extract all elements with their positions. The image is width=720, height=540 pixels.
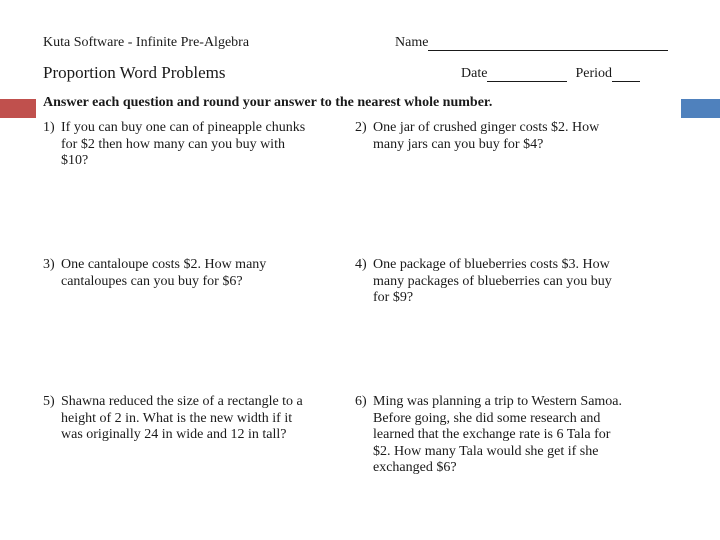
- instructions: Answer each question and round your answer to the nearest whole number.: [43, 95, 493, 110]
- problem-line: One cantaloupe costs $2. How many: [61, 257, 267, 272]
- problem-text: [373, 120, 599, 153]
- problem-text: [61, 394, 303, 444]
- problem-4: [355, 257, 625, 307]
- problem-line: One package of blueberries costs $3. How: [373, 257, 610, 272]
- problem-text: [61, 257, 266, 290]
- problem-1: [43, 120, 313, 170]
- problem-3: [43, 257, 313, 290]
- problem-line: Ming was planning a trip to Western Samoa.: [373, 394, 623, 409]
- problem-line: One jar of crushed ginger costs $2. How: [373, 120, 600, 135]
- problem-6: [355, 394, 625, 477]
- name-label: Name: [395, 35, 429, 50]
- problem-line: $10?: [61, 153, 89, 168]
- problem-line: many jars can you buy for $4?: [373, 136, 544, 152]
- name-blank: [428, 36, 668, 51]
- problem-number: 3): [43, 257, 55, 272]
- date-period-field: [461, 65, 670, 82]
- problem-number: 2): [355, 120, 367, 135]
- worksheet-title: Proportion Word Problems: [43, 63, 226, 82]
- problem-number: 4): [355, 257, 367, 272]
- problem-line: Before going, she did some research and: [373, 410, 601, 426]
- problem-line: $2. How many Tala would she get if she: [373, 443, 599, 459]
- right-accent-bar: [681, 99, 720, 118]
- problem-line: for $9?: [373, 290, 414, 305]
- problem-text: [61, 120, 305, 170]
- date-blank: [487, 67, 567, 82]
- problem-text: [373, 257, 612, 307]
- problem-number: 1): [43, 120, 55, 135]
- problem-line: many packages of blueberries can you buy: [373, 273, 612, 289]
- software-label: Kuta Software - Infinite Pre-Algebra: [43, 35, 250, 50]
- student-info: [395, 34, 670, 82]
- problem-2: [355, 120, 625, 153]
- problem-number: 6): [355, 394, 367, 409]
- problem-line: was originally 24 in wide and 12 in tall?: [61, 427, 287, 442]
- problem-line: height of 2 in. What is the new width if it: [61, 410, 293, 426]
- problem-number: 5): [43, 394, 55, 409]
- period-blank: [612, 67, 640, 82]
- name-field: [395, 34, 670, 51]
- problem-line: learned that the exchange rate is 6 Tala for: [373, 427, 611, 442]
- problem-line: If you can buy one can of pineapple chunks: [61, 120, 306, 135]
- problem-5: [43, 394, 313, 444]
- problem-line: exchanged $6?: [373, 460, 457, 475]
- worksheet-header: [43, 34, 249, 83]
- problem-line: Shawna reduced the size of a rectangle to a: [61, 394, 303, 409]
- problem-line: for $2 then how many can you buy with: [61, 136, 285, 152]
- left-accent-bar: [0, 99, 36, 118]
- date-label: Date: [461, 66, 488, 81]
- problem-line: cantaloupes can you buy for $6?: [61, 273, 243, 289]
- problem-text: [373, 394, 622, 477]
- period-label: Period: [575, 66, 612, 81]
